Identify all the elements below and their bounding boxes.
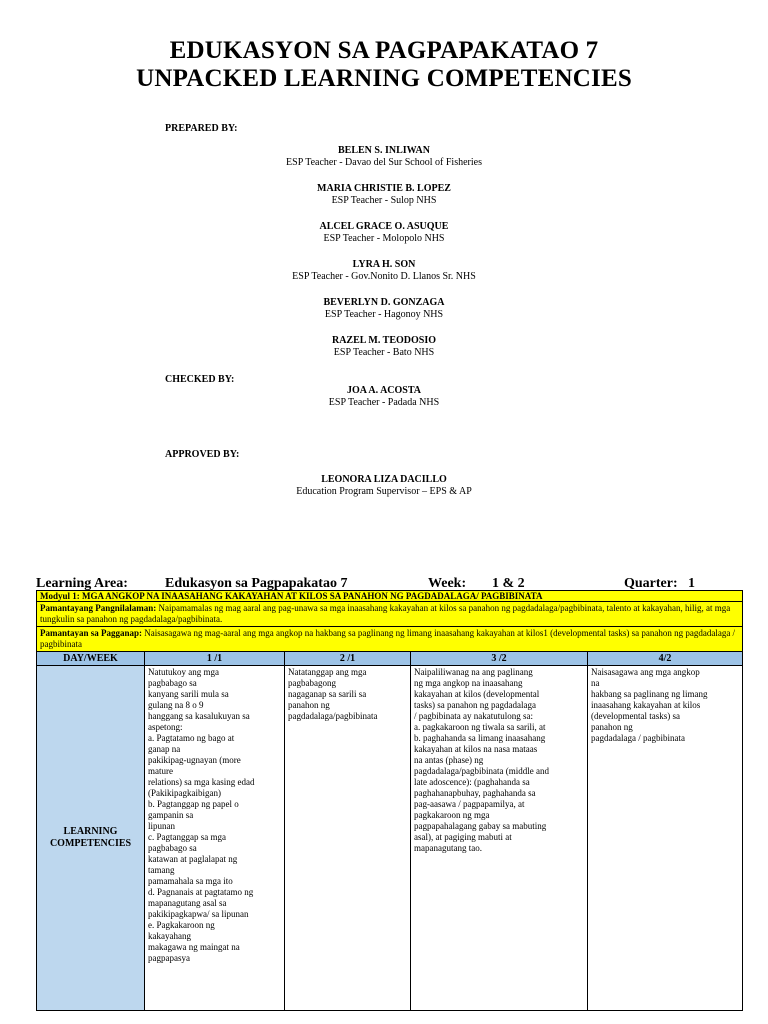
person-name: LEONORA LIZA DACILLO: [321, 474, 447, 485]
performance-standard-label: Pamantayan sa Pagganap:: [40, 628, 143, 638]
quarter-value: 1: [688, 576, 695, 591]
person-block: [0, 335, 768, 359]
person-block: [0, 474, 768, 498]
module-title: Modyul 1: MGA ANGKOP NA INAASAHANG KAKAYAHAN AT KILOS SA PANAHON NG PAGDADALAGA/ PAGBIBINATA: [37, 591, 743, 602]
header-cell: 3 /2: [411, 652, 588, 666]
module-row: [37, 591, 743, 602]
person-name: RAZEL M. TEODOSIO: [331, 335, 436, 346]
person-name: MARIA CHRISTIE B. LOPEZ: [317, 183, 451, 194]
learning-area-label: Learning Area:: [36, 576, 128, 591]
person-role: ESP Teacher - Padada NHS: [328, 397, 440, 408]
person-role: ESP Teacher - Gov.Nonito D. Llanos Sr. NHS: [292, 271, 476, 282]
week-label: Week:: [428, 576, 467, 591]
person-role: ESP Teacher - Sulop NHS: [331, 195, 437, 206]
person-block: [0, 259, 768, 283]
person-block: [0, 221, 768, 245]
person-role: ESP Teacher - Molopolo NHS: [323, 233, 445, 244]
performance-standard-text: Naisasagawa ng mag-aaral ang mga angkop na hakbang sa paglinang ng limang inaasahang kakayahan at kilos1 (developmental tasks) sa panahon ng pagdadalaga / pagbibinata: [40, 628, 736, 649]
competency-cell: Naipaliliwanag na ang paglinang ng mga angkop na inaasahang kakayahan at kilos (developmental tasks) sa panahon ng pagdadalaga / pagbibinata ay nakatutulong sa: a. pagkakaroon ng tiwala sa sarili, at b. paghahanda sa limang inaasahang kakayahan at kilos na nasa mataas na antas (phase) ng pagdadalaga/pagbibinata (middle and late adoscence): (paghahanda sa paghahanapbuhay, paghahanda sa pag-aasawa / pagpapamilya, at pagkakaroon ng mga pagpapahalagang gabay sa mabuting asal), at pagiging mabuti at mapanagutang tao.: [411, 666, 588, 1011]
document-title-line1: EDUKASYON SA PAGPAPAKATAO 7: [169, 37, 599, 64]
header-row: [37, 652, 743, 666]
content-standard: [37, 602, 743, 627]
document-title-line2: UNPACKED LEARNING COMPETENCIES: [136, 65, 632, 92]
header-cell: 4/2: [588, 652, 743, 666]
person-name: LYRA H. SON: [352, 259, 416, 270]
person-name: BEVERLYN D. GONZAGA: [323, 297, 445, 308]
header-cell: 1 /1: [145, 652, 285, 666]
person-block: [0, 145, 768, 169]
person-block: [0, 385, 768, 409]
prepared-by-label: PREPARED BY:: [165, 123, 238, 134]
person-name: ALCEL GRACE O. ASUQUE: [319, 221, 449, 232]
row-label: LEARNING COMPETENCIES: [37, 666, 145, 1011]
competencies-table: [36, 590, 743, 1011]
person-role: ESP Teacher - Bato NHS: [333, 347, 435, 358]
header-cell: DAY/WEEK: [37, 652, 145, 666]
content-standard-row: [37, 602, 743, 627]
person-name: JOA A. ACOSTA: [347, 385, 421, 396]
performance-standard-row: [37, 627, 743, 652]
content-standard-text: Naipamamalas ng mag aaral ang pag-unawa sa mga inaasahang kakayahan at kilos sa panahon ng pagdadalaga/pagbibinata, talento at kakayahan, hilig, at mga tungkulin sa panahon ng pagdadalaga/pagbibinata.: [40, 603, 731, 624]
person-block: [0, 183, 768, 207]
header-cell: 2 /1: [285, 652, 411, 666]
performance-standard: [37, 627, 743, 652]
checked-by-label: CHECKED BY:: [165, 374, 235, 385]
learning-area-value: Edukasyon sa Pagpapakatao 7: [165, 576, 348, 591]
person-role: ESP Teacher - Hagonoy NHS: [324, 309, 444, 320]
approved-by-label: APPROVED BY:: [165, 449, 240, 460]
person-block: [0, 297, 768, 321]
competency-cell: Natatanggap ang mga pagbabagong nagaganap sa sarili sa panahon ng pagdadalaga/pagbibinata: [285, 666, 411, 1011]
week-value: 1 & 2: [492, 576, 525, 591]
quarter-label: Quarter:: [624, 576, 678, 591]
table-row: [37, 666, 743, 1011]
person-name: BELEN S. INLIWAN: [338, 145, 430, 156]
competency-cell: Naisasagawa ang mga angkop na hakbang sa paglinang ng limang inaasahang kakayahan at kilos (developmental tasks) sa panahon ng pagdadalaga / pagbibinata: [588, 666, 743, 1011]
person-role: ESP Teacher - Davao del Sur School of Fisheries: [286, 157, 482, 168]
person-role: Education Program Supervisor – EPS & AP: [296, 486, 472, 497]
competency-cell: Natutukoy ang mga pagbabago sa kanyang sarili mula sa gulang na 8 o 9 hanggang sa kasalukuyan sa aspetong: a. Pagtatamo ng bago at ganap na pakikipag-ugnayan (more mature relations) sa mga kasing edad (Pakikipagkaibigan) b. Pagtanggap ng papel o gampanin sa lipunan c. Pagtanggap sa mga pagbabago sa katawan at paglalapat ng tamang pamamahala sa mga ito d. Pagnanais at pagtatamo ng mapanagutang asal sa pakikipagkapwa/ sa lipunan e. Pagkakaroon ng kakayahang makagawa ng maingat na pagpapasya: [145, 666, 285, 1011]
content-standard-label: Pamantayang Pangnilalaman:: [40, 603, 157, 613]
